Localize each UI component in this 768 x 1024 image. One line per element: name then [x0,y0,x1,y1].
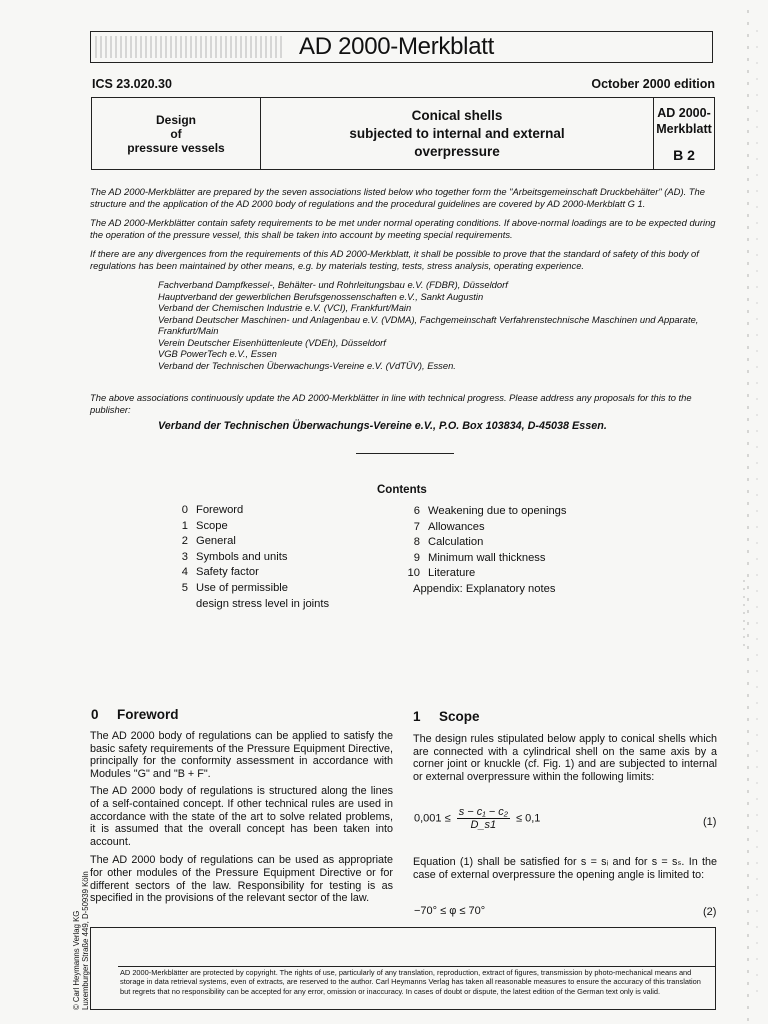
divider [356,453,454,454]
toc-item: 1 Scope [181,519,228,532]
toc-right [406,504,567,598]
intro-paragraph-4: The above associations continuously update the AD 2000-Merkblätter in line with technical progress. Please address any proposals for this to the publisher: [90,392,692,415]
association-list [158,279,718,371]
foreword-heading: 0 Foreword [91,707,179,722]
scope-paragraph-2: Equation (1) shall be satisfied for s = sᵢ and for s = sₛ. In the case of external overpressure the opening angle is limited to: [413,856,717,881]
category-line: of [170,126,182,141]
association-item: Verein Deutscher Eisenhüttenleute (VDEh), Düsseldorf [158,336,386,348]
paragraph: The AD 2000 body of regulations can be used as appropriate for other modules of the Pressure Equipment Directive or for different sectors of the law. Responsibility for testing is as specified in the provisions of the relevant sector of the law. [90,854,393,905]
intro-paragraph-1: The AD 2000-Merkblätter are prepared by the seven associations listed below who together form the "Arbeitsgemeinschaft Druckbehälter" (AD). The structure and the application of the AD 2000 body of regulations and the procedural guidelines are covered by AD 2000-Merkblatt G 1. [90,186,705,209]
subject-cell [261,98,654,169]
edition-date: October 2000 edition [591,77,715,91]
toc-item: 6 Weakening due to openings [413,505,567,517]
intro-paragraph-2: The AD 2000-Merkblätter contain safety requirements to be met under normal operating conditions. If above-normal loadings are to be expected during the operation of the pressure vessel, this shall be taken into account by meeting special requirements. [90,217,716,240]
association-item: Verband Deutscher Maschinen- und Anlagenbau e.V. (VDMA), Fachgemeinschaft Verfahrenstechnische Maschinen und Apparate, Frankfurt/Main [158,313,699,336]
publisher-sidebar [72,871,90,1010]
association-item: VGB PowerTech e.V., Essen [158,348,277,359]
reference-code: B 2 [673,146,695,163]
toc-item: Appendix: Explanatory notes [413,582,556,595]
association-item: Fachverband Dampfkessel-, Behälter- und Rohrleitungsbau e.V. (FDBR), Düsseldorf [158,279,508,290]
toc-item: 7 Allowances [413,520,485,533]
ics-code: ICS 23.020.30 [92,77,172,91]
copyright-notice: AD 2000-Merkblätter are protected by copyright. The rights of use, particularly of any translation, reproduction, extract of figures, transmission by photo-mechanical means and storage in data retrieval systems, even of extracts, are reserved to the author. Carl Heymanns Verlag has taken all reasonable measures to ensure the accuracy of this translation but regrets that no responsibility can be accepted for any error, omission or inaccuracy. In cases of doubt or dispute, the latest edition of the German text only is valid. [120,968,701,996]
subject-line: overpressure [414,143,500,159]
toc-item: 10 Literature [407,567,476,580]
intro-paragraph-3: If there are any divergences from the requirements of this AD 2000-Merkblatt, it shall be possible to prove that the standard of safety of this body of regulations has been maintained by other means, e.g. by materials testing, tests, stress analysis, operating experience. [90,248,699,271]
contents-title: Contents [377,484,427,496]
paragraph: The AD 2000 body of regulations can be applied to satisfy the basic safety requirements of the Pressure Equipment Directive, principally for the conformity assessment in accordance with Modules "G" and "B + F". [90,730,393,780]
equation-2: −70° ≤ φ ≤ 70° [414,905,486,917]
toc-item: 9 Minimum wall thickness [413,551,546,564]
footer-divider [118,966,716,967]
equation-1: 0,001 ≤ $\frac{\text{s − c₁ − c₂}}{D\_s1}$ ≤ 0,1 [414,806,541,831]
scope-paragraph-1: The design rules stipulated below apply to conical shells which are connected with a cylindrical shell on the same axis by a corner joint or knuckle (cf. Fig. 1) and are subjected to internal or external overpressure within the following limits: [413,733,717,783]
reference-label: AD 2000-Merkblatt [656,105,712,136]
subject-line: Conical shells [411,107,503,123]
category-cell [92,98,261,169]
association-item: Verband der Chemischen Industrie e.V. (VCI), Frankfurt/Main [158,302,412,313]
toc-item: design stress level in joints [196,597,330,610]
reference-cell [654,98,714,169]
fraction: $\frac{\text{s − c₁ − c₂}}{D\_s1}$ [458,806,508,831]
toc-item: 4 Safety factor [181,566,259,579]
equation-number: (2) [703,906,717,918]
publisher-address: Verband der Technischen Überwachungs-Vereine e.V., P.O. Box 103834, D-45038 Essen. [158,420,607,432]
document-title: AD 2000-Merkblatt [299,33,494,60]
publisher-line: © Carl Heymanns Verlag KG [72,910,81,1010]
toc-item: 0 Foreword [181,504,244,516]
scope-heading: 1 Scope [413,709,480,724]
association-item: Verband der Technischen Überwachungs-Vereine e.V. (VdTÜV), Essen. [158,359,456,371]
association-item: Hauptverband der gewerblichen Berufsgenossenschaften e.V., Sankt Augustin [158,290,484,302]
publisher-line: Luxemburger Straße 449, D-50939 Köln [81,871,90,1010]
scan-edge-marks [738,0,768,1024]
toc-item: 8 Calculation [413,536,484,549]
foreword-body [90,730,393,910]
toc-left [174,503,329,612]
toc-item: 2 General [181,535,236,548]
paragraph: The AD 2000 body of regulations is structured along the lines of a self-contained concept. If other technical rules are used in accordance with the state of the art to solve related problems, it is assumed that the overall concept has been taken into account. [90,785,393,848]
toc-item: 5 Use of permissible [181,581,289,594]
scan-noise [95,36,285,58]
subject-line: subjected to internal and external [349,125,565,141]
toc-item: 3 Symbols and units [181,550,288,563]
equation-number: (1) [703,816,717,828]
header-table [91,97,715,170]
category-line: pressure vessels [127,140,225,155]
title-banner [90,31,713,63]
category-line: Design [155,112,196,127]
